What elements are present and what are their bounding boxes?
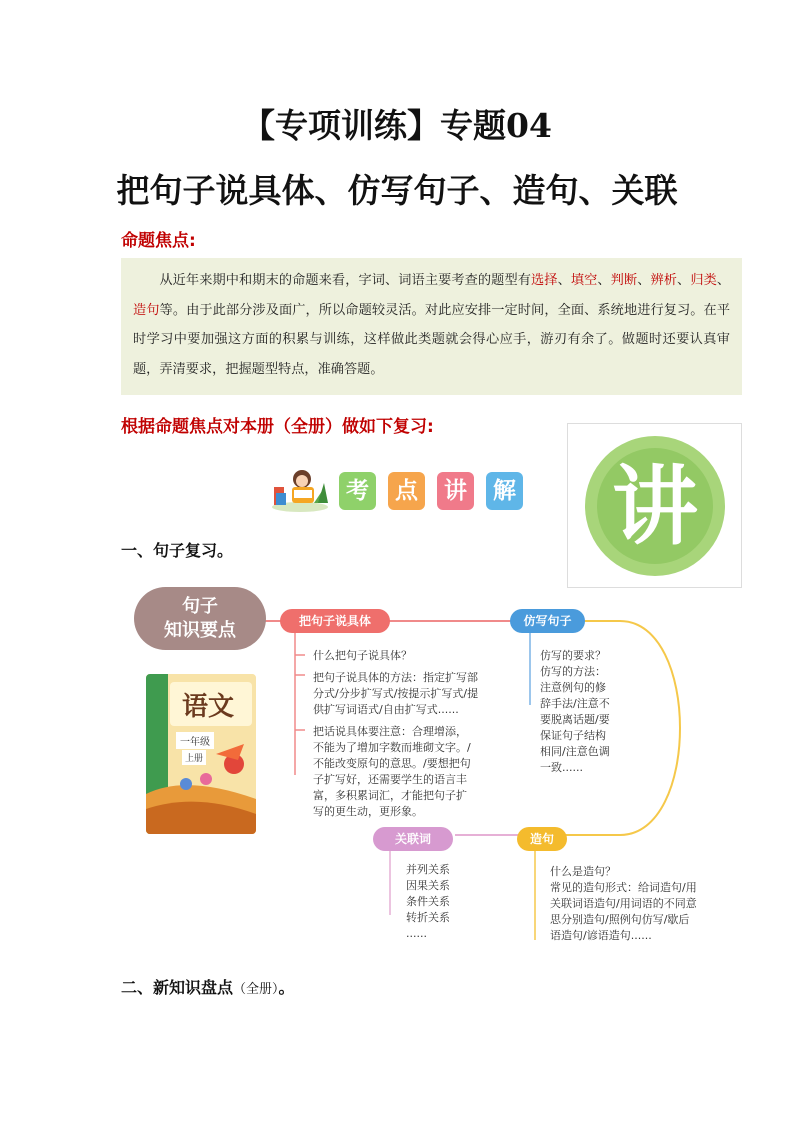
branch-3-content — [550, 864, 697, 944]
branch-4-line: 因果关系 — [406, 879, 450, 892]
kaodian-tile-jie: 解 — [486, 472, 523, 510]
branch-4-line: 并列关系 — [406, 863, 450, 876]
focus-highlight: 造句 — [133, 302, 160, 318]
branch-1-line: 子扩写好，还需要学生的语言丰 — [313, 773, 467, 786]
badge-image — [567, 423, 742, 588]
focus-highlight: 归类 — [690, 273, 717, 288]
review-heading: 根据命题焦点对本册（全册）做如下复习: — [121, 417, 434, 437]
center-node — [134, 587, 266, 650]
girl-reading-icon — [270, 463, 330, 513]
textbook-title: 语文 — [182, 692, 235, 722]
branch-fang-xie-ju-zi: 仿写句子 — [510, 609, 585, 633]
branch-1-line: 写的更生动，更形象。 — [313, 805, 423, 818]
focus-highlight: 填空 — [570, 273, 598, 288]
title-line-2: 把句子说具体、仿写句子、造句、关联 — [116, 171, 678, 210]
branch-3-line: 语造句/谚语造句...... — [550, 929, 652, 942]
branch-zao-ju: 造句 — [517, 827, 567, 851]
branch-2-line: 相同/注意色调 — [540, 745, 610, 758]
branch-2-content — [540, 648, 610, 776]
kaodian-tile-dian: 点 — [388, 472, 425, 510]
focus-text: 、 — [716, 273, 731, 288]
focus-text: 、 — [677, 273, 691, 288]
focus-highlight: 选择 — [531, 273, 558, 288]
branch-2-line: 仿写的方法： — [540, 665, 606, 678]
branch-2-line: 仿写的要求？ — [540, 649, 606, 662]
branch-4-line: 转折关系 — [406, 911, 450, 924]
branch-3-line: 什么是造句？ — [550, 865, 616, 878]
focus-text: 、 — [597, 273, 611, 288]
kaodian-tile-kao: 考 — [339, 472, 376, 510]
focus-highlight: 判断 — [610, 273, 638, 288]
focus-paragraph-box — [121, 258, 742, 395]
branch-1-line: 富，多积累词汇，才能把句子扩 — [313, 789, 467, 802]
focus-text: 、 — [557, 273, 571, 288]
branch-1-line: 不能改变原句的意思。/要想把句 — [313, 757, 471, 770]
focus-text: 等。由于此部分涉及面广，所以命题较灵活。对此应安排一定时间，全面、系统地进行复习。在平时学习中要加强这方面的积累与训练，这样做此类题就会得心应手，游刃有余了。做题时还要认真审题，弄清要求，把握题型特点，准确答题。 — [133, 302, 731, 377]
branch-4-line: 条件关系 — [406, 895, 450, 908]
branch-3-line: 思分别造句/照例句仿写/歇后 — [550, 913, 690, 926]
branch-2-line: 一致...... — [540, 761, 583, 774]
textbook-grade: 一年级 — [176, 732, 214, 749]
branch-2-line: 保证句子结构 — [540, 729, 606, 742]
branch-3-line: 关联词语造句/用词语的不同意 — [550, 897, 697, 910]
branch-1-content — [313, 648, 478, 820]
center-node-line1: 句子 — [182, 596, 218, 617]
branch-1-line: 什么把句子说具体？ — [313, 649, 412, 662]
title-line-1: 【专项训练】专题04 — [242, 106, 552, 145]
badge-char: 讲 — [612, 457, 698, 557]
branch-2-line: 要脱离话题/要 — [540, 713, 610, 726]
branch-1-line: 把句子说具体的方法：指定扩写部 — [313, 671, 478, 684]
section-2-heading: 二、新知识盘点（全册）。 — [121, 978, 295, 997]
branch-4-line: ...... — [406, 927, 427, 940]
mind-map — [120, 580, 720, 950]
branch-2-line: 注意例句的修 — [540, 681, 606, 694]
branch-guan-lian-ci: 关联词 — [373, 827, 453, 851]
reading-girl-illustration — [270, 463, 330, 513]
center-node-line2: 知识要点 — [164, 620, 236, 641]
branch-3-line: 常见的造句形式：给词造句/用 — [550, 881, 697, 894]
branch-1-line: 不能为了增加字数而堆砌文字。/ — [313, 741, 471, 754]
textbook-cover — [146, 674, 256, 834]
branch-ju-zi-shuo-ju-ti: 把句子说具体 — [280, 609, 390, 633]
branch-2-line: 辞手法/注意不 — [540, 697, 610, 710]
section-1-heading: 一、句子复习。 — [121, 541, 234, 560]
branch-1-line: 把话说具体要注意：合理增添， — [313, 725, 467, 738]
branch-1-line: 供扩写词语式/自由扩写式...... — [313, 703, 459, 716]
branch-1-line: 分式/分步扩写式/按提示扩写式/提 — [313, 687, 479, 700]
focus-highlight: 辨析 — [650, 273, 678, 288]
focus-text: 、 — [637, 273, 651, 288]
focus-text: 从近年来期中和期末的命题来看，字词、词语主要考查的题型有 — [159, 273, 532, 288]
kaodian-tile-jiang: 讲 — [437, 472, 474, 510]
focus-paragraph — [133, 266, 730, 384]
focus-heading: 命题焦点: — [121, 231, 196, 251]
branch-4-content — [406, 862, 450, 942]
textbook-volume: 上册 — [182, 750, 206, 765]
jiang-badge-icon — [568, 424, 743, 589]
